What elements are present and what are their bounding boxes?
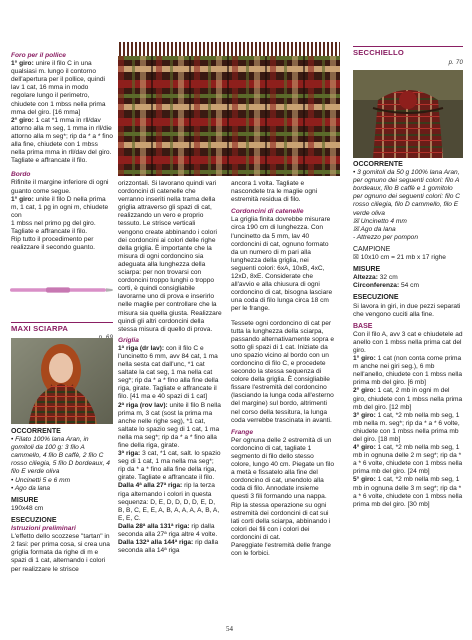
sech-occorrente-item: ☒ Ago da lana xyxy=(353,225,396,233)
circonferenza-value: 54 cm xyxy=(399,282,419,290)
model-image xyxy=(11,338,113,424)
row132-144-label: Dalla 132ª alla 144ª riga: xyxy=(118,539,194,547)
column-3 xyxy=(231,180,335,558)
giro1-text: 1 cat (non conta come prima m anche nei giri seg.), 6 mb nell'anello, chiudete con 1 mbss nella prima mb del giro. [6 mb] xyxy=(353,355,463,387)
maxi-esecuzione-title: ESECUZIONE xyxy=(11,516,57,524)
maxi-occorrente-item: • Filato 100% lana Aran, in gomitoli da 100 g: 3 filo A cammello, 4 filo B caffè, 2 filo C rosso ciliegia, 5 filo D bordeaux, 4 filo E verde oliva xyxy=(11,436,110,476)
bordo-round1-label: 1° giro: xyxy=(11,195,34,203)
giro5-text: 1 cat, *2 mb nella mb seg, 1 mb in ognuna delle 3 m seg*; rip da * a * 6 volte, chiudete con 1 mbss nella prima mb del giro. [30 mb] xyxy=(353,476,463,508)
foro-round1-text: unire il filo C in una qualsiasi m. lungo il contorno dell'apertura per il pollice, quindi lav 1 cat, 16 mma in modo regolare lungo il perimetro, chiudete con 1 mbss nella prima mma del giro. [16 mma] xyxy=(11,60,106,116)
maxi-occorrente-list xyxy=(11,436,113,493)
maxi-materials xyxy=(11,428,113,574)
maxi-occorrente-title: OCCORRENTE xyxy=(11,428,61,435)
row2-label: 2ª riga (rov lav): xyxy=(118,401,168,409)
page-number: 54 xyxy=(226,625,233,633)
maxi-misure-value: 190x48 cm xyxy=(11,504,44,512)
row3-label: 3ª riga: xyxy=(118,450,141,458)
tartan-image xyxy=(118,42,340,176)
row1-text: con il filo C e l'uncinetto 6 mm, avv 84 cat, 1 ma nella sesta cat dall'unc, *1 cat saltate la cat seg, 1 ma nella cat seg*; rip da * a * fino alla fine della riga, girate. Tagliate e affrancate il filo. [41 ma e 40 spazi di 1 cat] xyxy=(118,344,219,401)
row1-label: 1ª riga (dr lav): xyxy=(118,344,165,352)
intro-text: orizzontali. Si lavorano quindi vari cordoncini di catenelle che verranno inseriti nella trama della griglia attraverso gli spazi di cat, realizzando un vero e proprio tessuto. Le strisce verticali vengono create abbinando i colori dei cordoncini ai colori delle righe della griglia. È importante che la misura di ogni cordoncino sia adeguata alla lunghezza della sciarpa: per non trovarsi con cordoncini troppo lunghi o troppo corti, è quindi consigliabile lavorarne uno di prova e inserirlo nelle maglie per controllare che la misura sia quella giusta. Realizzare quindi gli altri cordoncini della stessa misura di quello di prova. xyxy=(118,180,222,333)
giro2-label: 2° giro: xyxy=(353,387,376,395)
row28-131-text: rip dalla seconda alla 27ª riga altre 4 volte. xyxy=(118,522,218,539)
frange-text-1: Per ognuna delle 2 estremità di un cordoncino di cat, tagliate 1 segmento di filo dello stesso colore, lungo 40 cm. Piegate un filo a metà e fissatelo alla fine del cordoncino di cat, unendolo alla coda di filo. Annodate insieme questi 3 fili formando una nappa. Rip la stessa operazione su ogni estremità dei cordoncini di cat sui lati corti della sciarpa, abbinando i colori dei fili con i colori dei cordoncini di cat. xyxy=(231,436,334,541)
campione-title: CAMPIONE xyxy=(353,245,391,253)
sech-esecuzione-text: Si lavora in giri, in due pezzi separati che vengono cuciti alla fine. xyxy=(353,302,461,318)
giro3-text: 1 cat, *2 mb nella mb seg, 1 mb nella m. seg*; rip da * a * 6 volte, chiudete con 1 mbss nella prima mb del giro. [18 mb] xyxy=(353,411,460,443)
foro-round2-label: 2° giro: xyxy=(11,116,34,124)
griglia-title: Griglia xyxy=(118,336,139,344)
circonferenza-label: Circonferenza: xyxy=(353,282,400,290)
frange-title: Frange xyxy=(231,428,253,436)
row3-text: 3 cat, *1 cat, salt. lo spazio seg di 1 cat, 1 ma nella ma seg*; rip da * a * fino alla fine della riga, girate. Tagliate e affrancate il filo. xyxy=(118,450,221,482)
base-title: BASE xyxy=(353,322,373,330)
giro3-label: 3° giro: xyxy=(353,411,376,419)
column-4 xyxy=(353,46,463,66)
sech-occorrente-item: - Attrezzo per pompon xyxy=(353,233,418,241)
altezza-label: Altezza: xyxy=(353,274,378,282)
scarf-model-photo xyxy=(11,338,113,424)
sech-occorrente-item: ☒ Uncinetto 4 mm xyxy=(353,217,407,225)
bordo-intro: Rifinite il margine inferiore di ogni guanto come segue. xyxy=(11,179,109,195)
base-intro: Con il filo A, avv 3 cat e chiudetele ad anello con 1 mbss nella prima cat del giro. xyxy=(353,330,463,354)
maxi-title: MAXI SCIARPA xyxy=(11,324,69,333)
maxi-occorrente-item: • Ago da lana xyxy=(11,484,51,492)
sech-occorrente-list xyxy=(353,169,463,242)
maxi-occorrente-item: • Uncinetti 5 e 6 mm xyxy=(11,476,71,484)
row2-text: unite il filo B nella prima m, 3 cat (sost la prima ma anche nelle righe seg), *1 cat, saltate lo spazio seg di 1 cat, 1 ma nella ma seg*; rip da * a * fino alla fine della riga, girate. xyxy=(118,401,221,449)
maxi-misure-title: MISURE xyxy=(11,496,39,504)
griglia-close: ancora 1 volta. Tagliate e nascondete tra le maglie ogni estremità residua di filo. xyxy=(231,180,318,204)
foro-round2-text: 1 cat *1 mma in rll/dav attorno alla m seg, 1 mma in rll/die attorno alla m seg*; rip da * a * fino alla fine, chiudete con 1 mbss nella prima mma in rll/dav del giro. Tagliate e affrancate il filo. xyxy=(11,116,113,165)
sech-esecuzione-title: ESECUZIONE xyxy=(353,294,399,302)
frange-text-2: Pareggiate l'estremità delle frange con le forbici. xyxy=(231,542,331,558)
altezza-value: 32 cm xyxy=(377,274,398,282)
row4-27-label: Dalla 4ª alla 27ª riga: xyxy=(118,482,183,490)
sech-occorrente-item: • 3 gomitoli da 50 g 100% lana Aran, per ognuno dei seguenti colori: filo A bordeaux, filo B caffè e 1 gomitolo per ognuno dei seguenti colori: filo C rosso ciliegia, filo D cammello, filo E verde oliva xyxy=(353,169,461,217)
bucket-bag-photo xyxy=(353,70,463,158)
secchiello-title: SECCHIELLO xyxy=(353,48,404,57)
column-1 xyxy=(11,52,113,252)
column-2 xyxy=(118,180,222,555)
istruzioni-text: L'effetto dello scozzese "tartan" in 2 fasi: per prima cosa, si crea una griglia formata da righe di m e spazi di 1 cat, alternando i colori per realizzare le strisce xyxy=(11,533,110,573)
bag-image xyxy=(353,70,463,158)
maxi-section xyxy=(11,318,113,333)
cordoncini-title: Cordoncini di catenelle xyxy=(231,208,304,216)
giro1-label: 1° giro: xyxy=(353,355,376,363)
foro-title: Foro per il pollice xyxy=(11,52,66,59)
crochet-hook-icon xyxy=(6,285,116,295)
campione-value: ☒ 10x10 cm = 21 mb x 17 righe xyxy=(353,254,446,262)
secchiello-page-ref: p. 70 xyxy=(448,60,463,66)
row4-27-text: rip la terza riga alternando i colori in questa sequenza: D, E, D, D, D, D, E, D, B, B, C, E, E, A, B, A, A, A, A, B, A, E, E, C. xyxy=(118,482,220,522)
bordo-close: 1 mbss nel primo pg del giro. Tagliate e affrancate il filo. xyxy=(11,219,96,235)
sech-misure-title: MISURE xyxy=(353,266,381,274)
cordoncini-text-2: Tessete ogni cordoncino di cat per tutta la lunghezza della sciarpa, passando alternativamente sopra e sotto gli spazi di 1 cat. Iniziate da uno spazio vicino al bordo con un cordoncino di filo C, e procedete secondo la stessa sequenza di colore della griglia. È consigliabile fissare l'estremità del cordoncino (lasciando la lunga coda all'esterno del margine) sul bordo, altrimenti nel corso della tessitura, la lunga coda verrebbe trascinata in avanti. xyxy=(231,319,335,424)
bordo-title: Bordo xyxy=(11,171,31,179)
giro4-text: 1 cat, *2 mb nella mb seg, 1 mb in ognuna delle 2 m seg*; rip da * a * 6 volte, chiudete con 1 mbss nella prima mb del giro. [24 mb] xyxy=(353,444,463,476)
sech-occorrente-title: OCCORRENTE xyxy=(353,161,403,168)
bordo-repeat: Rip tutto il procedimento per realizzare il secondo guanto. xyxy=(11,236,95,252)
giro4-label: 4° giro: xyxy=(353,444,376,452)
tartan-scarf-photo xyxy=(118,42,340,176)
row132-144-text: rip dalla seconda alla 14ª riga xyxy=(118,539,219,555)
foro-round1-label: 1° giro: xyxy=(11,60,34,68)
giro2-text: 1 cat, 2 mb in ogni m del giro, chiudete con 1 mbss nella prima mb del giro. [12 mb] xyxy=(353,387,463,411)
secchiello-text xyxy=(353,161,463,509)
istruzioni-title: Istruzioni preliminari xyxy=(11,525,76,533)
row28-131-label: Dalla 28ª alla 131ª riga: xyxy=(118,522,190,530)
cordoncini-text-1: La griglia finita dovrebbe misurare circa 190 cm di lunghezza. Con l'uncinetto da 5 mm, lav 40 cordoncini di cat, ognuno formato da un numero di m pari alla lunghezza della griglia, nei seguenti colori: 6xA, 10xB, 4xC, 12xD, 8xE. Considerate che all'avvio e alla chiusura di ogni cordoncino di cat, bisogna lasciare una coda di filo lunga circa 18 cm per le frange. xyxy=(231,216,333,313)
giro5-label: 5° giro: xyxy=(353,476,376,484)
bordo-round1-text: unite il filo D nella prima m, 1 cat, 1 pg in ogni m, chiudete con xyxy=(11,195,109,219)
